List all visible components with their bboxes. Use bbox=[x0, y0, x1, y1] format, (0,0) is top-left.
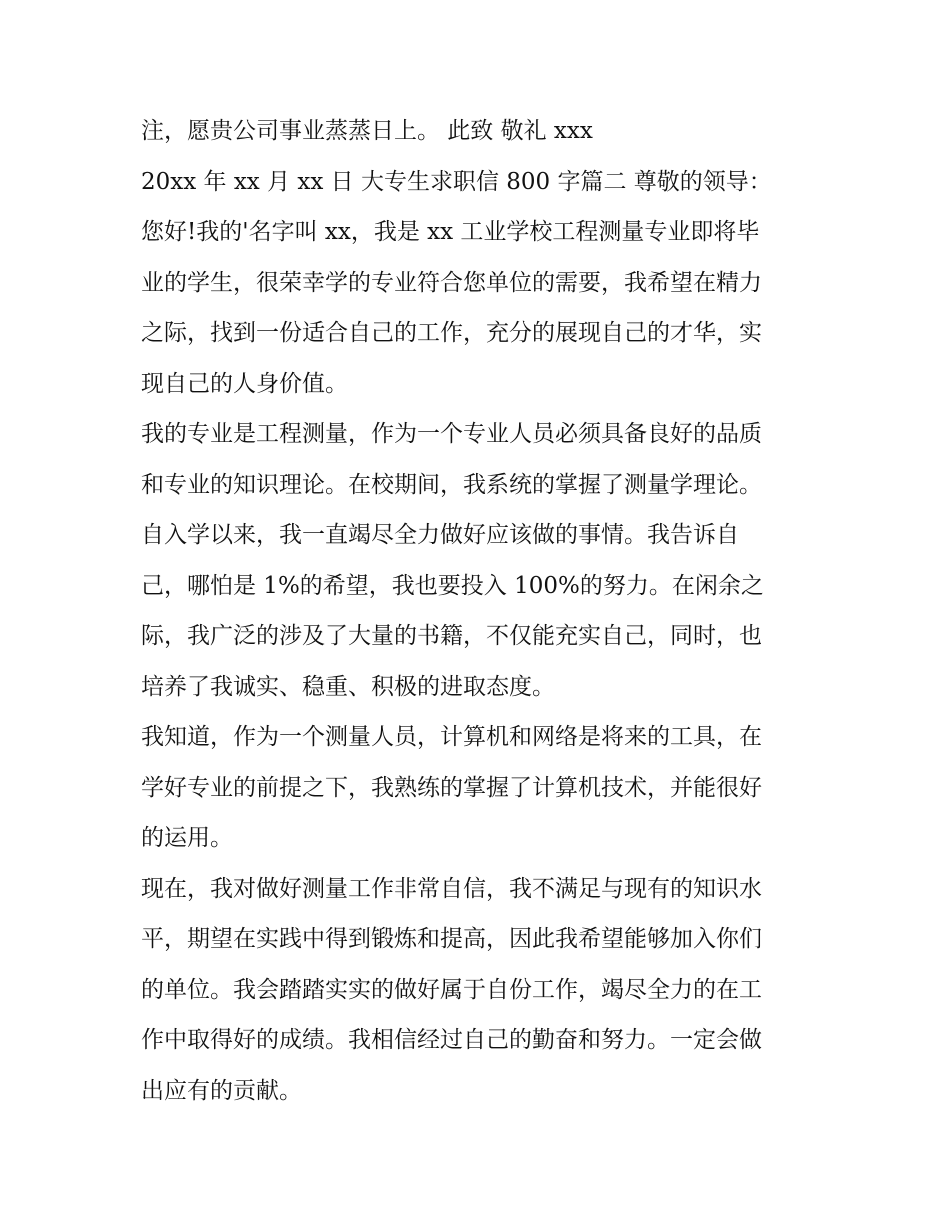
letter-body bbox=[141, 106, 831, 1116]
text-line: 现在，我对做好测量工作非常自信，我不满足与现有的知识水 bbox=[141, 875, 762, 902]
text-line: 的运用。 bbox=[141, 825, 233, 851]
text-line: 现自己的人身价值。 bbox=[141, 370, 348, 397]
text-line: 际，我广泛的涉及了大量的书籍，不仅能充实自己，同时，也 bbox=[141, 623, 762, 649]
text-line: 己，哪怕是 1%的希望，我也要投入 100%的努力。在闲余之 bbox=[141, 572, 764, 599]
text-line: 您好!我的'名字叫 xx，我是 xx 工业学校工程测量专业即将毕 bbox=[141, 219, 760, 245]
text-line: 和专业的知识理论。在校期间，我系统的掌握了测量学理论。 bbox=[141, 471, 762, 498]
text-line: 出应有的贡献。 bbox=[141, 1077, 302, 1104]
text-line: 之际，找到一份适合自己的工作，充分的展现自己的才华，实 bbox=[141, 320, 762, 346]
text-line: 作中取得好的成绩。我相信经过自己的勤奋和努力。一定会做 bbox=[141, 1027, 762, 1053]
text-line: 学好专业的前提之下，我熟练的掌握了计算机技术，并能很好 bbox=[141, 774, 762, 801]
text-line: 的单位。我会踏踏实实的做好属于自份工作，竭尽全力的在工 bbox=[141, 976, 762, 1003]
text-line: 平，期望在实践中得到锻炼和提高，因此我希望能够加入你们 bbox=[141, 926, 762, 952]
text-line: 培养了我诚实、稳重、积极的进取态度。 bbox=[141, 673, 555, 700]
text-line: 20xx 年 xx 月 xx 日 大专生求职信 800 字篇二 尊敬的领导： bbox=[141, 168, 772, 195]
text-line: 业的学生，很荣幸学的专业符合您单位的需要，我希望在精力 bbox=[141, 269, 762, 296]
text-line: 自入学以来，我一直竭尽全力做好应该做的事情。我告诉自 bbox=[141, 522, 739, 548]
text-line: 注，愿贵公司事业蒸蒸日上。 此致 敬礼 xxx bbox=[141, 118, 593, 144]
text-line: 我的专业是工程测量，作为一个专业人员必须具备良好的品质 bbox=[141, 421, 762, 447]
text-line: 我知道，作为一个测量人员，计算机和网络是将来的工具，在 bbox=[141, 724, 762, 750]
